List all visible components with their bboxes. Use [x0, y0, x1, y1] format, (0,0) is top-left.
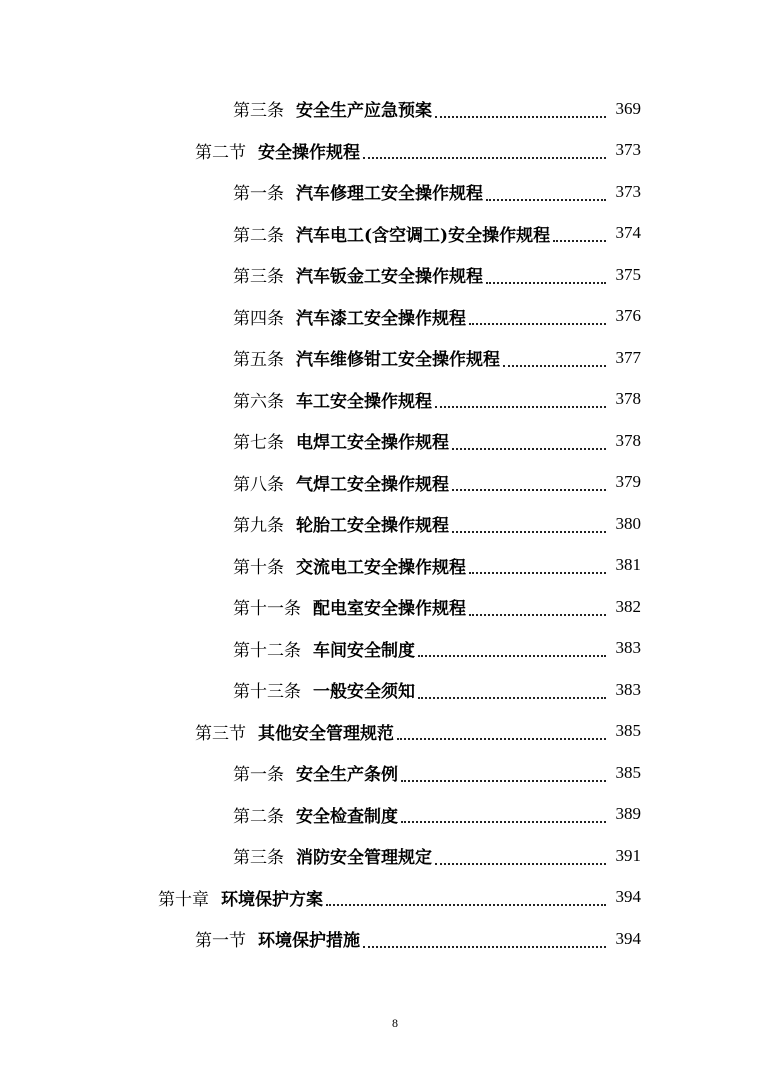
toc-entry-title: 其他安全管理规范	[258, 723, 394, 744]
dot-leader	[469, 612, 606, 616]
dot-leader	[452, 487, 606, 491]
toc-entry-number: 第一节	[195, 931, 246, 952]
dot-leader	[486, 280, 606, 284]
toc-entry-number: 第十三条	[233, 682, 301, 703]
toc-entry-number: 第七条	[233, 433, 284, 454]
toc-entry-number: 第五条	[233, 350, 284, 371]
toc-entry-title: 车工安全操作规程	[296, 391, 432, 412]
toc-entry-page: 376	[615, 306, 641, 326]
dot-leader	[418, 653, 606, 657]
dot-leader	[503, 363, 606, 367]
toc-entry[interactable]	[0, 254, 761, 296]
dot-leader	[452, 529, 606, 533]
toc-entry[interactable]	[0, 462, 761, 504]
toc-entry[interactable]	[0, 835, 761, 877]
toc-entry-title: 汽车电工(含空调工)安全操作规程	[296, 225, 551, 246]
toc-entry-title: 配电室安全操作规程	[313, 599, 466, 620]
toc-entry-title: 安全操作规程	[258, 142, 360, 163]
page-number: 8	[392, 1016, 398, 1030]
toc-entry-title: 轮胎工安全操作规程	[296, 516, 449, 537]
toc-entry-page: 381	[615, 555, 641, 575]
dot-leader	[469, 570, 606, 574]
dot-leader	[435, 861, 606, 865]
toc-entry[interactable]	[0, 545, 761, 587]
toc-entry-page: 378	[615, 389, 641, 409]
dot-leader	[363, 944, 606, 948]
toc-entry-page: 375	[615, 264, 641, 284]
toc-entry-title: 汽车修理工安全操作规程	[296, 184, 483, 205]
toc-entry-title: 安全生产条例	[296, 765, 398, 786]
toc-entry-number: 第十条	[233, 557, 284, 578]
toc-entry-page: 391	[615, 845, 641, 865]
toc-entry-number: 第三条	[233, 267, 284, 288]
toc-entry-title: 环境保护方案	[221, 889, 323, 910]
toc-entry-page: 377	[615, 347, 641, 367]
toc-entry-page: 383	[615, 638, 641, 658]
toc-entry[interactable]	[0, 794, 761, 836]
toc-entry-number: 第二节	[195, 142, 246, 163]
toc-entry[interactable]	[0, 877, 761, 919]
toc-entry-page: 385	[615, 721, 641, 741]
dot-leader	[452, 446, 606, 450]
toc-entry[interactable]	[0, 337, 761, 379]
toc-entry[interactable]	[0, 420, 761, 462]
toc-entry-page: 389	[615, 804, 641, 824]
toc-entry-page: 383	[615, 679, 641, 699]
toc-entry[interactable]	[0, 628, 761, 670]
toc-entry[interactable]	[0, 669, 761, 711]
toc-entry-number: 第十章	[158, 889, 209, 910]
toc-entry-page: 373	[615, 181, 641, 201]
toc-entry-title: 气焊工安全操作规程	[296, 474, 449, 495]
toc-entry-title: 安全检查制度	[296, 806, 398, 827]
toc-entry-title: 交流电工安全操作规程	[296, 557, 466, 578]
toc-entry[interactable]	[0, 752, 761, 794]
dot-leader	[435, 114, 606, 118]
toc-entry-number: 第三条	[233, 101, 284, 122]
dot-leader	[486, 197, 606, 201]
toc-entry[interactable]	[0, 503, 761, 545]
toc-entry-page: 373	[615, 140, 641, 160]
toc-entry-page: 385	[615, 762, 641, 782]
toc-entry-page: 374	[615, 223, 641, 243]
toc-entry-title: 电焊工安全操作规程	[296, 433, 449, 454]
toc-entry-page: 382	[615, 596, 641, 616]
toc-entry-number: 第六条	[233, 391, 284, 412]
toc-entry-page: 394	[615, 928, 641, 948]
toc-entry-number: 第一条	[233, 765, 284, 786]
toc-entry[interactable]	[0, 586, 761, 628]
toc-entry[interactable]	[0, 171, 761, 213]
toc-entry-number: 第八条	[233, 474, 284, 495]
dot-leader	[401, 778, 606, 782]
toc-entry[interactable]	[0, 130, 761, 172]
toc-entry-number: 第十一条	[233, 599, 301, 620]
dot-leader	[326, 902, 606, 906]
toc-entry-number: 第二条	[233, 225, 284, 246]
toc-entry[interactable]	[0, 213, 761, 255]
toc-entry-number: 第三节	[195, 723, 246, 744]
dot-leader	[435, 404, 606, 408]
toc-entry-title: 环境保护措施	[258, 931, 360, 952]
dot-leader	[397, 736, 606, 740]
toc-entry-page: 394	[615, 887, 641, 907]
toc-entry-title: 汽车维修钳工安全操作规程	[296, 350, 500, 371]
toc-entry-title: 一般安全须知	[313, 682, 415, 703]
toc-entry-number: 第十二条	[233, 640, 301, 661]
toc-entry-page: 369	[615, 98, 641, 118]
toc-entry[interactable]	[0, 296, 761, 338]
toc-entry[interactable]	[0, 379, 761, 421]
toc-entry-number: 第四条	[233, 308, 284, 329]
toc-entry-title: 安全生产应急预案	[296, 101, 432, 122]
toc-entry-number: 第二条	[233, 806, 284, 827]
toc-entry-number: 第九条	[233, 516, 284, 537]
dot-leader	[553, 238, 606, 242]
toc-entry-title: 汽车钣金工安全操作规程	[296, 267, 483, 288]
toc-entry-number: 第三条	[233, 848, 284, 869]
table-of-contents	[0, 88, 761, 960]
toc-entry-page: 378	[615, 430, 641, 450]
toc-entry-number: 第一条	[233, 184, 284, 205]
toc-entry-title: 消防安全管理规定	[296, 848, 432, 869]
toc-entry-title: 车间安全制度	[313, 640, 415, 661]
toc-entry[interactable]	[0, 711, 761, 753]
dot-leader	[418, 695, 606, 699]
toc-entry-title: 汽车漆工安全操作规程	[296, 308, 466, 329]
dot-leader	[401, 819, 606, 823]
toc-entry-page: 380	[615, 513, 641, 533]
toc-entry[interactable]	[0, 88, 761, 130]
toc-entry[interactable]	[0, 918, 761, 960]
dot-leader	[363, 155, 606, 159]
dot-leader	[469, 321, 606, 325]
toc-entry-page: 379	[615, 472, 641, 492]
